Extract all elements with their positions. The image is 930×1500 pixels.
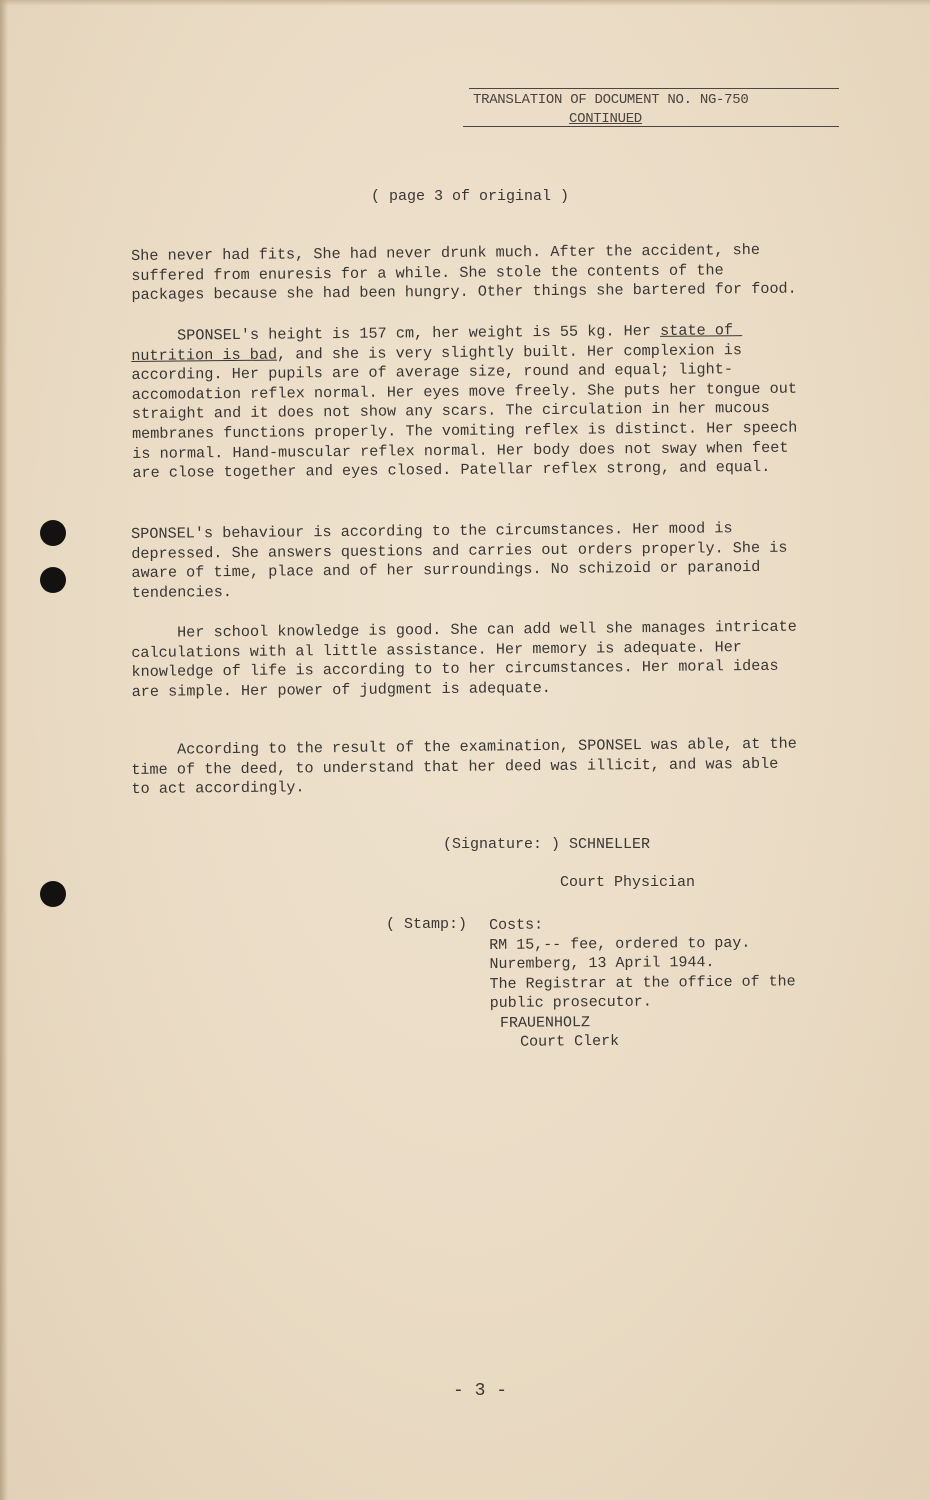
paragraph-2 bbox=[131, 321, 807, 484]
signature-title: Court Physician bbox=[560, 874, 696, 891]
costs-registrar-2: public prosecutor. bbox=[489, 993, 652, 1012]
clerk-name: FRAUENHOLZ bbox=[499, 1013, 591, 1032]
paragraph-3 bbox=[131, 519, 802, 604]
paragraph-4 bbox=[131, 617, 807, 703]
signature-line: (Signature: ) SCHNELLER bbox=[443, 836, 651, 853]
nutrition-underlined: state of nutrition is bad bbox=[131, 321, 743, 365]
page-number: - 3 - bbox=[453, 1381, 508, 1401]
paragraph-1-text: She never had fits, She had never drunk much. After the accident, she suffered from enuresis for a while. She stole the contents of the packages because she had been hungry. Other things she bartered for food. bbox=[131, 240, 797, 305]
stamp-label: ( Stamp:) bbox=[386, 916, 468, 933]
paragraph-5-text: According to the result of the examination, SPONSEL was able, at the time of the deed, to understand that her deed was illicit, and was able to act accordingly. bbox=[131, 734, 807, 799]
paper-top-edge bbox=[0, 0, 930, 6]
costs-fee: RM 15,-- fee, ordered to pay. bbox=[489, 934, 751, 954]
costs-block bbox=[489, 913, 796, 1052]
costs-place-date: Nuremberg, 13 April 1944. bbox=[489, 954, 715, 973]
paragraph-2-rest: , and she is very slightly built. Her complexion is according. Her pupils are of average size, round and equal; light-accomodation reflex normal. Her eyes move freely. She puts her tongue out straight and it does not show any scars. The circulation in her mucous membranes functions properly. The vomiting reflex is distinct. Her speech is normal. Hand-muscular reflex normal. Her body does not sway when feet are close together and eyes closed. Patellar reflex strong, and equal. bbox=[131, 340, 807, 483]
paragraph-3-text: SPONSEL's behaviour is according to the circumstances. Her mood is depressed. She answers questions and carries out orders properly. She is aware of time, place and of her surroundings. No schizoid or paranoid tendencies. bbox=[131, 519, 797, 602]
paragraph-4-text: Her school knowledge is good. She can add well she manages intricate calculations with al little assistance. Her memory is adequate. Her knowledge of life is according to to her circumstances. Her moral ideas are simple. Her power of judgment is adequate. bbox=[131, 617, 807, 701]
punch-hole-bottom bbox=[40, 881, 66, 907]
header-rule-bottom bbox=[463, 126, 839, 127]
paper-left-edge bbox=[0, 0, 8, 1500]
header-rule-top bbox=[469, 88, 839, 89]
paragraph-1 bbox=[131, 241, 802, 306]
paragraph-2-text bbox=[131, 321, 807, 484]
costs-registrar: The Registrar at the office of the bbox=[489, 972, 796, 993]
punch-hole-middle bbox=[40, 567, 66, 593]
punch-hole-top bbox=[40, 520, 66, 546]
original-page-note: ( page 3 of original ) bbox=[371, 188, 570, 205]
clerk-title: Court Clerk bbox=[520, 1032, 620, 1051]
header-title: TRANSLATION OF DOCUMENT NO. NG-750 bbox=[473, 92, 749, 108]
paragraph-2-start: SPONSEL's height is 157 cm, her weight is 55 kg. Her bbox=[176, 321, 661, 345]
paragraph-5 bbox=[131, 734, 807, 800]
costs-label: Costs: bbox=[489, 916, 544, 934]
header-continued: CONTINUED bbox=[569, 111, 642, 127]
